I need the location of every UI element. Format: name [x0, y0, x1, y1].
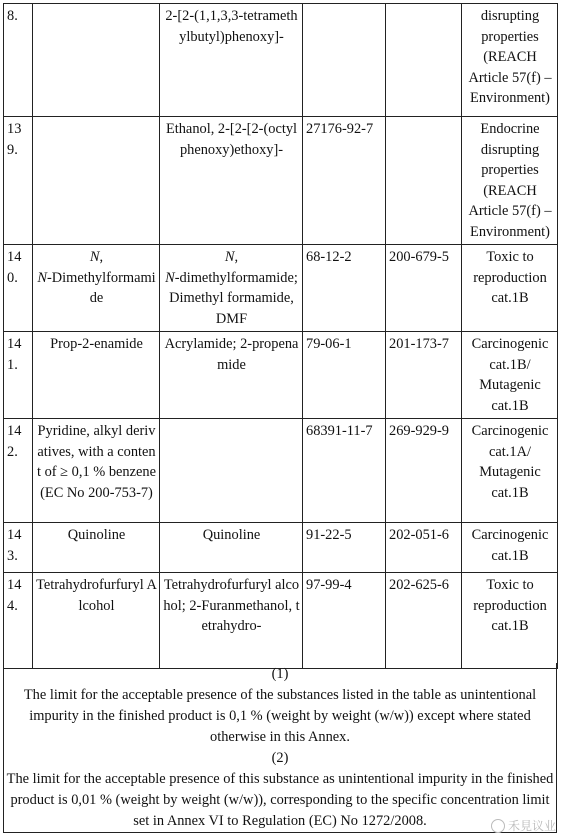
footnote-1-text: The limit for the acceptable presence of the substances listed in the table as unintentional impurity in the finished product is 0,1 % (weight by weight (w/w)) except where stated otherwise in this Annex.: [23, 687, 537, 745]
substance-name: Pyridine, alkyl derivatives, with a content of ≥ 0,1 % benzene (EC No 200-753-7): [33, 419, 160, 523]
table-row: [4, 573, 558, 669]
wechat-logo-icon: [491, 819, 505, 833]
row-number: 8.: [4, 4, 33, 117]
cas-number: 27176-92-7: [303, 117, 386, 245]
classification: Toxic to reproduction cat.1B: [462, 573, 558, 669]
substances-table: [3, 3, 558, 669]
cas-number: 97-99-4: [303, 573, 386, 669]
ec-number: 202-051-6: [386, 523, 462, 573]
cas-number: 91-22-5: [303, 523, 386, 573]
classification: Carcinogenic cat.1B: [462, 523, 558, 573]
cas-number: 79-06-1: [303, 332, 386, 419]
other-names: Ethanol, 2-[2-[2-(octylphenoxy)ethoxy]-: [160, 117, 303, 245]
footnote-1-marker: (1): [271, 666, 289, 682]
ec-number: 200-679-5: [386, 245, 462, 332]
substance-name: [33, 117, 160, 245]
classification: disrupting properties (REACH Article 57(f) – Environment): [462, 4, 558, 117]
other-names: Tetrahydrofurfuryl alcohol; 2-Furanmethanol, tetrahydro-: [160, 573, 303, 669]
other-names: Quinoline: [160, 523, 303, 573]
ec-number: 269-929-9: [386, 419, 462, 523]
cas-number: 68-12-2: [303, 245, 386, 332]
table-row: [4, 4, 558, 117]
row-number: 140.: [4, 245, 33, 332]
row-number: 141.: [4, 332, 33, 419]
classification: Toxic to reproduction cat.1B: [462, 245, 558, 332]
other-names: N, N-dimethylformamide; Dimethyl formamide, DMF: [160, 245, 303, 332]
row-number: 144.: [4, 573, 33, 669]
substance-name: Quinoline: [33, 523, 160, 573]
substance-name: N, N-Dimethylformamide: [33, 245, 160, 332]
cas-number: [303, 4, 386, 117]
table-row: [4, 332, 558, 419]
row-number: 142.: [4, 419, 33, 523]
table-row: [4, 117, 558, 245]
watermark: [491, 817, 556, 834]
classification: Carcinogenic cat.1A/ Mutagenic cat.1B: [462, 419, 558, 523]
footnote-2-text: The limit for the acceptable presence of this substance as unintentional impurity in the finished product is 0,01 % (weight by weight (w/w)), corresponding to the specific concentration limit set in Annex VI to Regulation (EC) No 1272/2008.: [6, 771, 554, 829]
row-number: 139.: [4, 117, 33, 245]
other-names: [160, 419, 303, 523]
ec-number: 202-625-6: [386, 573, 462, 669]
table-row: [4, 245, 558, 332]
substance-name: Tetrahydrofurfuryl Alcohol: [33, 573, 160, 669]
row-number: 143.: [4, 523, 33, 573]
substance-name: Prop-2-enamide: [33, 332, 160, 419]
watermark-text: 禾見议业: [507, 819, 556, 833]
classification: Endocrine disrupting properties (REACH Article 57(f) – Environment): [462, 117, 558, 245]
substance-name: [33, 4, 160, 117]
classification: Carcinogenic cat.1B/ Mutagenic cat.1B: [462, 332, 558, 419]
other-names: Acrylamide; 2-propenamide: [160, 332, 303, 419]
other-names: 2-[2-(1,1,3,3-tetramethylbutyl)phenoxy]-: [160, 4, 303, 117]
footnote-2-marker: (2): [271, 750, 289, 766]
table-row: [4, 419, 558, 523]
ec-number: 201-173-7: [386, 332, 462, 419]
footnotes: [3, 663, 557, 833]
table-row: [4, 523, 558, 573]
ec-number: [386, 4, 462, 117]
cas-number: 68391-11-7: [303, 419, 386, 523]
ec-number: [386, 117, 462, 245]
